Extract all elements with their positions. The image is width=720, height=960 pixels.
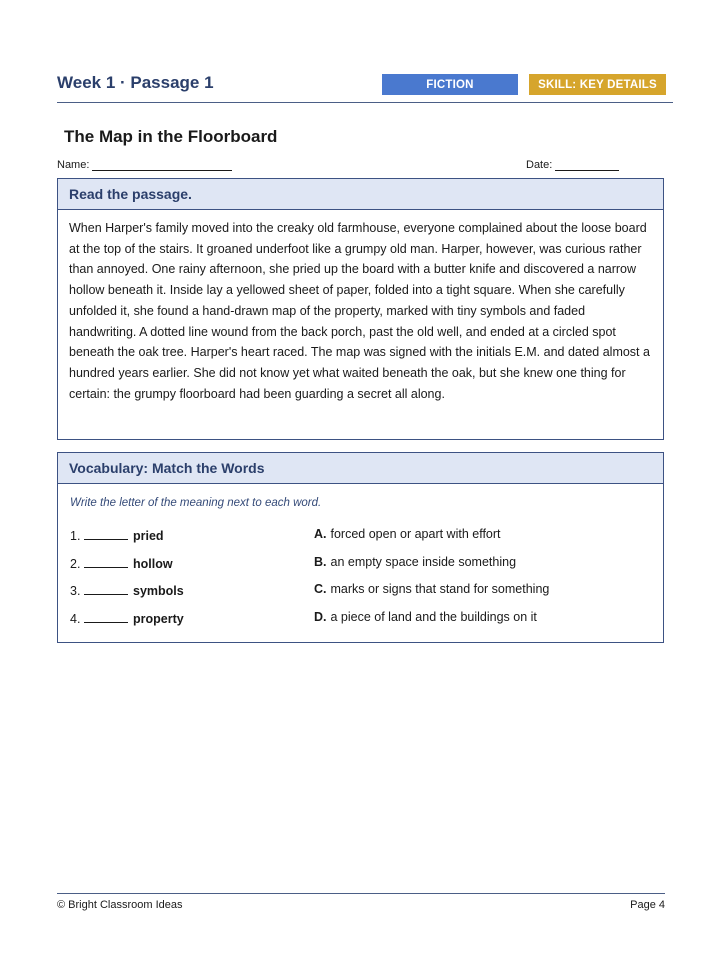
word-number: 3. (70, 584, 81, 598)
vocabulary-instructions: Write the letter of the meaning next to each word. (70, 497, 322, 509)
skill-tag: SKILL: KEY DETAILS (529, 74, 666, 95)
definition-row (314, 610, 537, 624)
definition-letter: B. (314, 555, 327, 569)
story-title: The Map in the Floorboard (64, 127, 278, 146)
header-divider (57, 102, 673, 103)
vocab-word: pried (133, 529, 164, 543)
definition-row (314, 527, 501, 541)
word-number: 2. (70, 557, 81, 571)
genre-tag: FICTION (382, 74, 518, 95)
date-blank[interactable] (555, 159, 619, 171)
vocab-word: hollow (133, 557, 173, 571)
word-number: 1. (70, 529, 81, 543)
definition-letter: D. (314, 610, 327, 624)
definition-text: an empty space inside something (330, 555, 517, 569)
definition-row (314, 582, 549, 596)
name-label: Name: (57, 159, 90, 171)
vocab-word: property (133, 612, 184, 626)
vocabulary-heading: Vocabulary: Match the Words (58, 453, 663, 484)
name-field[interactable] (57, 159, 232, 171)
vocab-word-row (70, 555, 173, 571)
vocab-word-row (70, 527, 164, 543)
passage-heading: Read the passage. (58, 179, 663, 210)
date-label: Date: (526, 159, 553, 171)
vocab-word-row (70, 610, 184, 626)
answer-blank[interactable] (84, 610, 128, 623)
answer-blank[interactable] (84, 527, 128, 540)
name-blank[interactable] (92, 159, 232, 171)
definition-row (314, 555, 516, 569)
definition-text: marks or signs that stand for something (330, 582, 550, 596)
passage-text: When Harper's family moved into the creaky old farmhouse, everyone complained about the loose board at the top of the stairs. It groaned underfoot like a grumpy old man. Harper, however, was curious rather than annoyed. One rainy afternoon, she pried up the board with a butter knife and discovered a narrow hollow beneath it. Inside lay a yellowed sheet of paper, folded into a tight square. When she carefully unfolded it, she found a hand-drawn map of the property, marked with tiny symbols and faded handwriting. A dotted line wound from the back porch, past the old well, and ended at a circled spot beneath the oak tree. Harper's heart raced. The map was signed with the initials E.M. and dated almost a hundred years earlier. She did not know yet what waited beneath the oak, but she knew one thing for certain: the grumpy floorboard had been guarding a secret all along. (69, 221, 650, 401)
definition-letter: C. (314, 582, 327, 596)
answer-blank[interactable] (84, 582, 128, 595)
definition-text: forced open or apart with effort (330, 527, 501, 541)
footer-copyright: © Bright Classroom Ideas (57, 899, 183, 911)
footer-divider (57, 893, 665, 894)
vocab-word-row (70, 582, 184, 598)
date-field[interactable] (526, 159, 619, 171)
vocabulary-box (57, 452, 664, 643)
definition-text: a piece of land and the buildings on it (330, 610, 537, 624)
passage-box (57, 178, 664, 440)
answer-blank[interactable] (84, 555, 128, 568)
page-number: Page 4 (630, 899, 665, 911)
word-number: 4. (70, 612, 81, 626)
vocab-word: symbols (133, 584, 184, 598)
definition-letter: A. (314, 527, 327, 541)
week-title: Week 1 · Passage 1 (57, 73, 214, 92)
